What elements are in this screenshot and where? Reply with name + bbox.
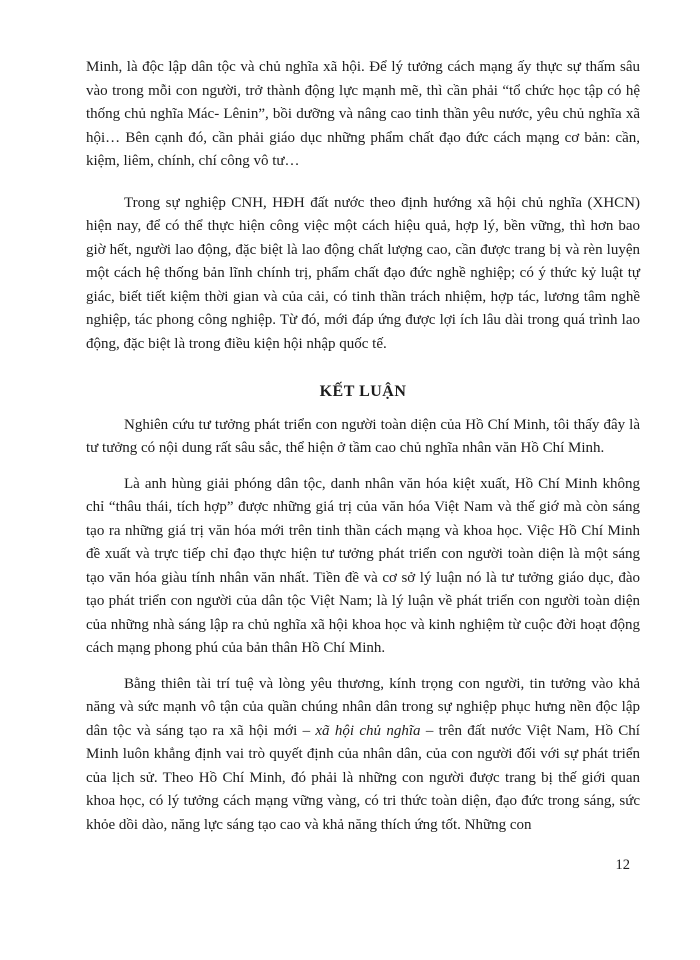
text-run: Là anh hùng giải phóng dân tộc, danh nhân văn hóa kiệt xuất, Hồ Chí Minh không chỉ “thâu thái, tích hợp” được những giá trị của văn hóa Việt Nam và thế giớ mà còn sáng tạo ra những giá trị văn hóa mới trên tinh thần cách mạng và khoa học. Việc Hồ Chí Minh đề xuất và trực tiếp chỉ đạo thực hiện tư tưởng phát triển con người toàn diện là một sáng tạo văn hóa giàu tính nhân văn nhất. Tiền đề và cơ sở lý luận nó là tư tưởng giáo dục, đào tạo phát triển con người của dân tộc Việt Nam; là lý luận về phát triển con người toàn diện của những nhà sáng lập ra chủ nghĩa xã hội khoa học và kinh nghiệm từ cuộc đời hoạt động cách mạng phong phú của bản thân Hồ Chí Minh. [86,475,640,656]
section-heading: KẾT LUẬN [319,383,407,400]
paragraph [86,192,640,357]
text-run: – trên đất nước Việt Nam, Hồ Chí Minh luôn khẳng định vai trò quyết định của nhân dân, của con người đối với sự phát triển của lịch sử. Theo Hồ Chí Minh, đó phải là những con người được trang bị thế giới quan khoa học, có lý tưởng cách mạng vững vàng, có tri thức toàn diện, đạo đức trong sáng, sức khỏe dồi dào, năng lực sáng tạo cao và khả năng thích ứng tốt. Những con [86,722,640,833]
text-run: Bằng thiên tài trí tuệ và lòng yêu thương, kính trọng con người, tin tưởng vào khả năng và sức mạnh vô tận của quần chúng nhân dân trong sự nghiệp phục hưng nền độc lập dân tộc và sáng tạo ra xã hội mới – [86,675,640,739]
text-run: Minh, là độc lập dân tộc và chủ nghĩa xã hội. Để lý tưởng cách mạng ấy thực sự thấm sâu vào trong mỗi con người, trở thành động lực mạnh mẽ, thì cần phải “tổ chức học tập có hệ thống chủ nghĩa Mác- Lênin”, bồi dưỡng và nâng cao tinh thần yêu nước, yêu chủ nghĩa xã hội… Bên cạnh đó, cần phải giáo dục những phẩm chất đạo đức cách mạng cơ bản: cần, kiệm, liêm, chính, chí công vô tư… [86,59,640,169]
paragraph [86,673,640,838]
paragraph [86,56,640,174]
document-body [86,56,640,849]
italic-phrase: xã hội chủ nghĩa [315,722,421,739]
page-number: 12 [615,857,630,873]
text-run: Trong sự nghiệp CNH, HĐH đất nước theo định hướng xã hội chủ nghĩa (XHCN) hiện nay, để có thể thực hiện công việc một cách hiệu quả, hợp lý, bền vững, thì hơn bao giờ hết, người lao động, đặc biệt là lao động chất lượng cao, cần được trang bị và rèn luyện một cách hệ thống bản lĩnh chính trị, phẩm chất đạo đức nghề nghiệp; có ý thức kỷ luật tự giác, biết tiết kiệm thời gian và của cải, có tinh thần trách nhiệm, hợp tác, lương tâm nghề nghiệp, tác phong công nghiệp. Từ đó, mới đáp ứng được lợi ích lâu dài trong quá trình lao động, đặc biệt là trong điều kiện hội nhập quốc tế. [86,194,640,352]
paragraph [86,414,640,461]
text-run: Nghiên cứu tư tưởng phát triển con người toàn diện của Hồ Chí Minh, tôi thấy đây là tư tưởng có nội dung rất sâu sắc, thể hiện ở tầm cao chủ nghĩa nhân văn Hồ Chí Minh. [86,416,640,456]
paragraph [86,473,640,661]
